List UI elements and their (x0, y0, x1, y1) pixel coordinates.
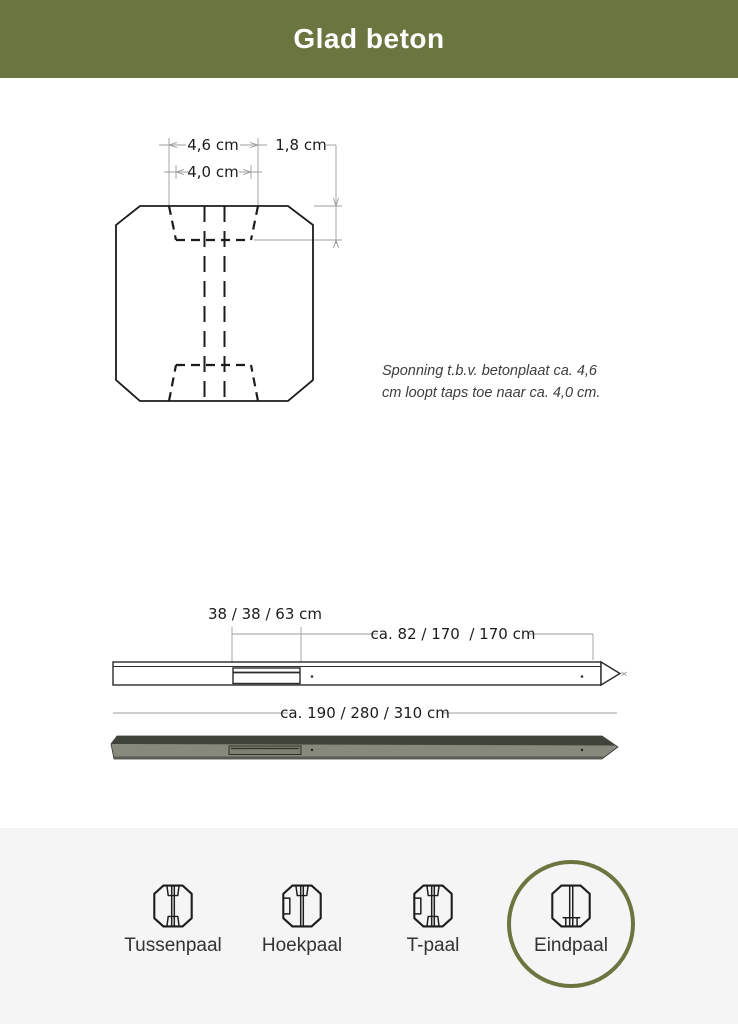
post-type-eindpaal[interactable] (511, 884, 631, 957)
side-view-drawing (105, 596, 635, 766)
post-groove-outline (233, 668, 300, 684)
sponning-caption (382, 360, 622, 404)
dim-above-ground-label: ca. 82 / 170 / 170 cm (370, 625, 536, 643)
post-type-label: Hoekpaal (261, 935, 343, 956)
sponning-center-lines (205, 206, 225, 401)
post-top-face (111, 736, 615, 746)
dim-total-length-label: ca. 190 / 280 / 310 cm (280, 704, 450, 722)
post-type-selector (0, 828, 738, 1024)
dim-width-top-label: 4,6 cm (187, 136, 239, 154)
dim-width-bottom-label: 4,0 cm (187, 163, 239, 181)
eindpaal-icon (551, 884, 591, 928)
tip-marker (622, 672, 627, 676)
sponning-caption-line2: cm loopt taps toe naar ca. 4,0 cm. (382, 385, 601, 401)
post-bottom-edge (114, 757, 604, 760)
page-title: Glad beton (293, 23, 445, 54)
dim-depth-label: 1,8 cm (275, 136, 327, 154)
post-type-label: T-paal (406, 935, 460, 956)
post-type-t-paal[interactable] (373, 884, 493, 957)
post-type-hoekpaal[interactable] (242, 884, 362, 957)
post-type-label: Tussenpaal (124, 935, 222, 956)
dim-groove-length-label: 38 / 38 / 63 cm (207, 605, 323, 623)
hoekpaal-icon (282, 884, 322, 928)
cross-section-drawing (95, 120, 355, 420)
t-paal-icon (413, 884, 453, 928)
dimension-lines (159, 138, 342, 248)
sponning-caption-line1: Sponning t.b.v. betonplaat ca. 4,6 (382, 363, 597, 379)
tussenpaal-icon (153, 884, 193, 928)
post-type-tussenpaal[interactable] (113, 884, 233, 957)
post-side-outline (113, 662, 627, 685)
header-bar (0, 0, 738, 78)
sponning-bottom (169, 365, 258, 401)
sponning-top (169, 206, 258, 240)
post-point-tip (601, 662, 620, 685)
post-type-label: Eindpaal (534, 935, 608, 956)
post-groove-rendered (229, 746, 301, 755)
post-side-rendered (111, 736, 618, 759)
post-outline (116, 206, 313, 401)
